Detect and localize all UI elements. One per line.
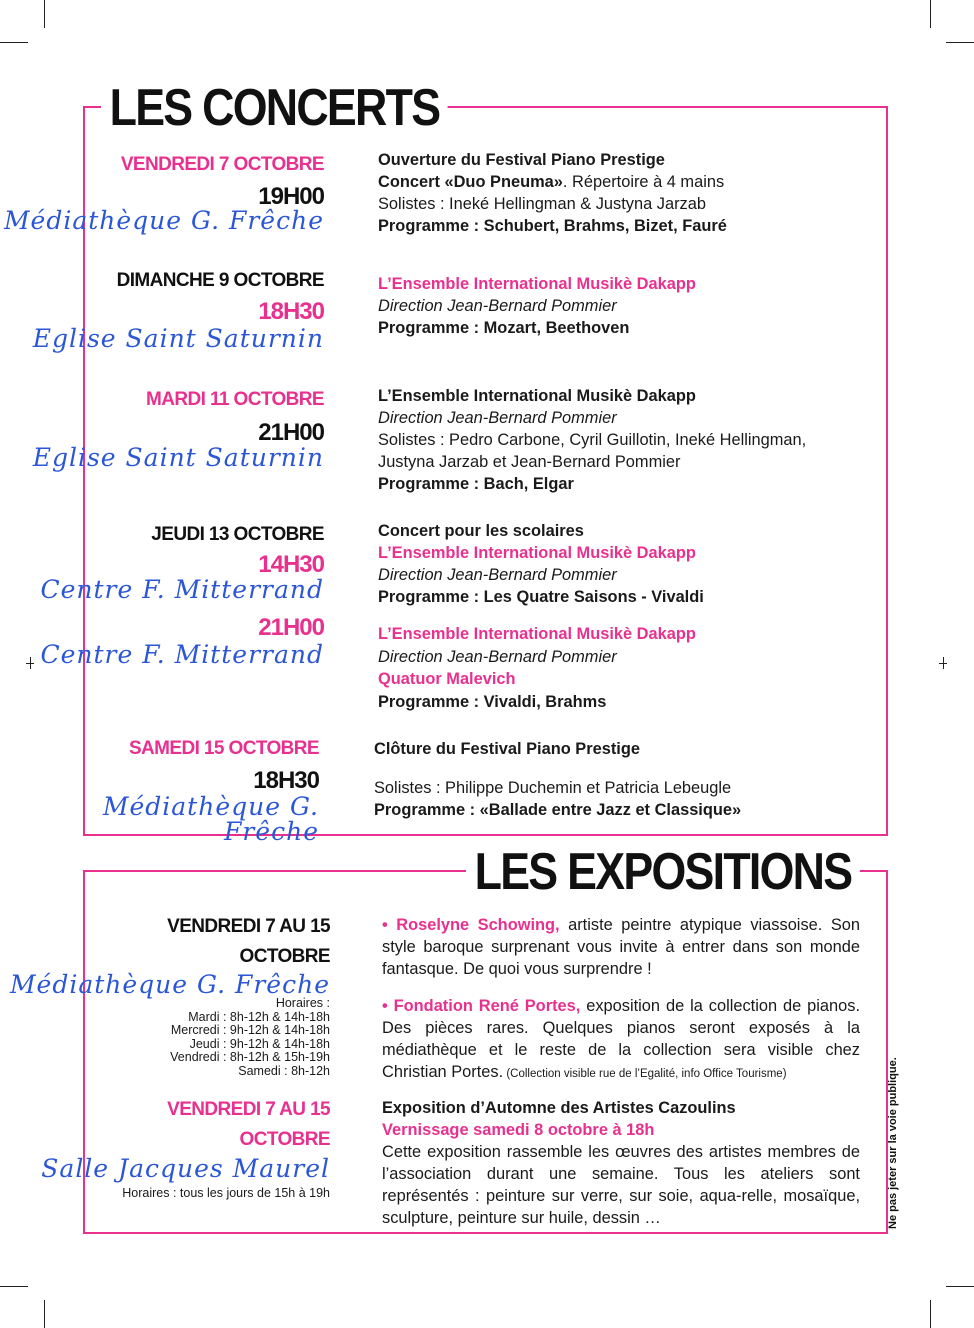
event-programme: Programme : Vivaldi, Brahms [378,692,607,711]
exhibition-description: Cette exposition rassemble les œuvres des artistes membres de l’association durant une semaine. Tous les ateliers sont représentés : peinture sur verre, sur soie, aqua-relle, mosaïque, sculpture, peinture sur huile, dessin … [382,1143,860,1227]
event-time: 21H00 [258,419,324,446]
event-programme: Programme : Schubert, Brahms, Bizet, Fauré [378,217,727,235]
event-description [378,273,696,339]
event-date: JEUDI 13 OCTOBRE [151,524,324,545]
exhibition-item [382,995,860,1085]
event-soloists: Solistes : Ineké Hellingman & Justyna Jarzab [378,195,706,213]
event-time: 19H00 [258,183,324,210]
foundation-description: exposition de la collection de pianos. Des pièces rares. Quelques pianos seront exposés à la médiathèque et le reste de la collection sera visible chez Christian Portes. [382,997,860,1081]
foundation-note: (Collection visible rue de l’Egalité, info Office Tourisme) [503,1068,787,1080]
event-line [378,171,727,193]
exhibition-venue: Médiathèque G. Frêche [9,970,330,999]
exhibition-date: OCTOBRE [239,1129,330,1150]
event-venue: Centre F. Mitterrand [40,575,324,604]
exhibition-venue: Salle Jacques Maurel [41,1154,330,1183]
vernissage-info: Vernissage samedi 8 octobre à 18h [382,1121,655,1139]
opening-hours [122,1187,330,1201]
repertoire-text: . Répertoire à 4 mains [562,173,725,191]
event-quartet: Quatuor Malevich [378,670,516,688]
hours-line: Mercredi : 9h-12h & 14h-18h [170,1023,330,1037]
event-description [378,385,806,495]
event-venue: Médiathèque G. Frêche [3,206,324,235]
side-note: Ne pas jeter sur la voie publique. [887,1057,899,1229]
event-venue: Médiathèque G. Frêche [102,792,319,846]
exhibition-item [382,914,860,980]
exhibition-title: Exposition d’Automne des Artistes Cazoulins [382,1099,736,1117]
concert-name: Concert «Duo Pneuma» [378,173,563,191]
crop-mark [939,663,947,664]
hours-line: Mardi : 8h-12h & 14h-18h [188,1009,330,1024]
event-description [374,738,741,821]
concerts-heading: LES CONCERTS [101,82,448,134]
event-time: 18H30 [253,767,319,794]
event-date: SAMEDI 15 OCTOBRE [128,738,319,759]
crop-mark [930,0,931,28]
event-direction: Direction Jean-Bernard Pommier [378,297,617,315]
event-date: MARDI 11 OCTOBRE [146,389,324,410]
event-description [378,623,696,713]
event-programme: Programme : «Ballade entre Jazz et Classique» [374,801,742,819]
opening-hours [170,997,330,1078]
crop-mark [44,0,45,28]
event-venue: Centre F. Mitterrand [40,640,324,669]
event-date: DIMANCHE 9 OCTOBRE [116,270,324,291]
exhibition-date: VENDREDI 7 AU 15 [167,1099,330,1120]
hours-line: Jeudi : 9h-12h & 14h-18h [189,1036,330,1051]
event-time: 21H00 [258,614,324,641]
event-soloists: Solistes : Philippe Duchemin et Patricia Lebeugle [374,779,732,797]
crop-mark [0,1286,28,1287]
event-title: Clôture du Festival Piano Prestige [374,740,640,758]
artist-description: artiste peintre atypique viassoise. Son style baroque surprenant vous invite à entrer dans son monde fantasque. De quoi vous surprendre ! [382,916,860,978]
event-programme: Programme : Les Quatre Saisons - Vivaldi [378,588,704,606]
hours-line: Horaires : [275,996,330,1010]
crop-mark [946,1286,974,1287]
event-title: L’Ensemble International Musikè Dakapp [378,275,696,293]
artist-name: • Roselyne Schowing, [382,916,560,934]
exhibition-date: VENDREDI 7 AU 15 [167,916,330,937]
event-venue: Eglise Saint Saturnin [32,443,324,472]
event-direction: Direction Jean-Bernard Pommier [378,566,617,584]
event-ensemble: L’Ensemble International Musikè Dakapp [378,625,696,643]
event-direction: Direction Jean-Bernard Pommier [378,647,617,666]
event-programme: Programme : Bach, Elgar [378,475,574,493]
hours-line: Horaires : tous les jours de 15h à 19h [122,1186,330,1200]
hours-line: Vendredi : 8h-12h & 15h-19h [170,1050,330,1064]
event-description [378,520,704,608]
crop-mark [26,663,34,664]
event-ensemble: L’Ensemble International Musikè Dakapp [378,544,696,562]
event-title: L’Ensemble International Musikè Dakapp [378,387,696,405]
event-soloists: Justyna Jarzab et Jean-Bernard Pommier [378,453,681,471]
event-programme: Programme : Mozart, Beethoven [378,319,630,337]
expositions-heading: LES EXPOSITIONS [466,846,860,898]
event-venue: Eglise Saint Saturnin [32,324,324,353]
crop-mark [0,42,28,43]
foundation-name: • Fondation René Portes, [382,997,581,1015]
crop-mark [930,1300,931,1328]
event-time: 18H30 [258,298,324,325]
crop-mark [946,42,974,43]
event-description [378,149,727,237]
crop-mark [44,1300,45,1328]
event-title: Ouverture du Festival Piano Prestige [378,151,665,169]
exhibition-item [382,1097,860,1229]
event-soloists: Solistes : Pedro Carbone, Cyril Guillotin, Ineké Hellingman, [378,431,807,449]
event-date: VENDREDI 7 OCTOBRE [120,154,324,175]
event-time: 14H30 [258,551,324,578]
event-direction: Direction Jean-Bernard Pommier [378,409,617,427]
hours-line: Samedi : 8h-12h [238,1063,330,1078]
event-title: Concert pour les scolaires [378,522,584,540]
exhibition-date: OCTOBRE [239,946,330,967]
